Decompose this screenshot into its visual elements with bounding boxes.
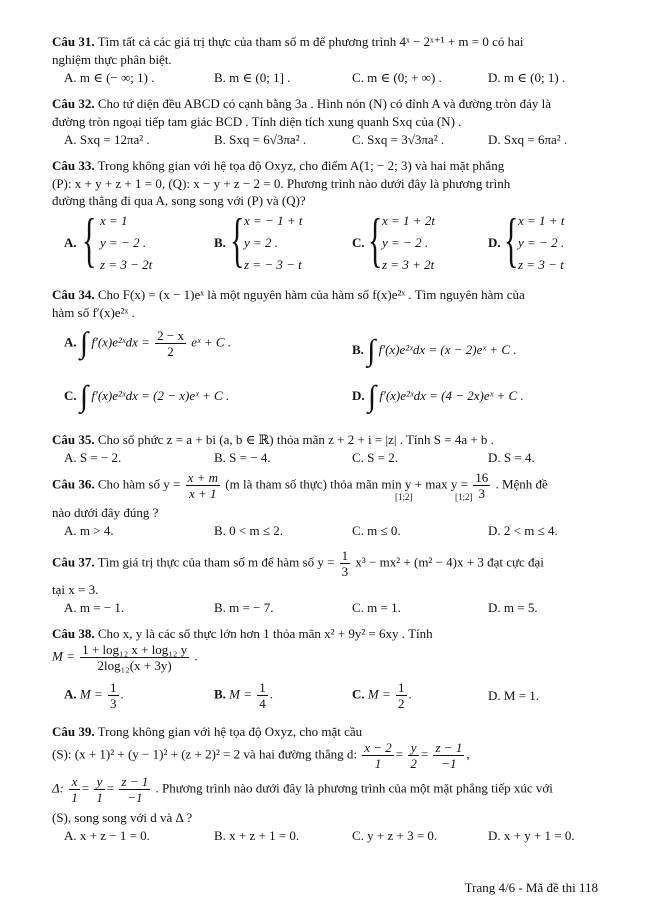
q36-line1: [52, 470, 548, 501]
q39-option-a: A. x + z − 1 = 0.: [64, 828, 150, 843]
q33-option-b: [214, 207, 354, 274]
q33-c-row3: z = 3 + 2t: [382, 257, 435, 272]
q38-b-pre: M =: [229, 686, 253, 702]
q33-text2: (P): x + y + z + 1 = 0, (Q): x − y + z − 2 = 0. Phương trình nào dưới đây là phương trình: [52, 176, 511, 191]
q34-a-fraction: [155, 328, 186, 359]
q37-option-b: B. m = − 7.: [214, 600, 274, 615]
integral-icon: ∫: [79, 326, 89, 360]
page-footer: Trang 4/6 - Mã đề thi 118: [464, 880, 598, 895]
q33-a-row3: z = 3 − 2t: [100, 257, 153, 272]
q36-result-fraction: [473, 470, 490, 501]
q36-den: x + 1: [189, 486, 217, 501]
q32-option-d: D. Sxq = 6πa² .: [488, 132, 568, 147]
q36-option-a: A. m > 4.: [64, 523, 114, 538]
q33-c-row1: x = 1 + 2t: [382, 213, 435, 228]
q34-option-c: [64, 382, 229, 412]
q34-option-b: [352, 336, 517, 366]
q38-post: .: [194, 648, 198, 664]
q33-d-row2: y = − 2 .: [518, 235, 565, 250]
q38-a-num: 1: [110, 680, 117, 695]
q39-dl-frac1: [69, 774, 80, 805]
q31-option-d: D. m ∈ (0; 1) .: [488, 70, 566, 85]
q33-b-row3: z = − 3 − t: [244, 257, 302, 272]
q38-b-fraction: [257, 680, 268, 711]
q35-option-d: D. S = 4.: [488, 450, 535, 465]
q32-text1: Cho tứ diện đều ABCD có cạnh bằng 3a . Hình nón (N) có đỉnh A và đường tròn đáy là: [97, 96, 552, 111]
q39-d-d1: 1: [374, 756, 382, 771]
integral-icon: ∫: [367, 380, 377, 413]
q39-text1: Trong không gian với hệ tọa độ Oxyz, cho mặt cầu: [97, 724, 363, 739]
q34-b-text: f′(x)e²ˣdx = (x − 2)eˣ + C .: [378, 341, 517, 357]
q34-d-text: f′(x)e²ˣdx = (4 − 2x)eˣ + C .: [379, 387, 524, 403]
q36-option-c: C. m ≤ 0.: [352, 523, 401, 538]
integral-icon: ∫: [367, 334, 376, 367]
q37-pre: Tìm giá trị thực của tham số m để hàm số y =: [97, 554, 335, 570]
q39-d-n2: y: [408, 740, 419, 756]
q34-b-label: B.: [352, 341, 364, 357]
q38-a-pre: M =: [79, 686, 103, 702]
q39-d-n3: z − 1: [435, 740, 463, 755]
q34-a-post: eˣ + C .: [191, 334, 232, 350]
brace-icon: {: [82, 207, 97, 273]
q35-label: Câu 35.: [52, 432, 95, 447]
q39-d-frac3: [433, 740, 464, 771]
q39-label: Câu 39.: [52, 724, 95, 739]
q39-d-frac2: [408, 740, 419, 771]
q31-option-a: A. m ∈ (− ∞; 1) .: [64, 70, 155, 85]
q38-den: 2log₁₂(x + 3y): [97, 658, 172, 673]
q33-option-a: [64, 207, 214, 274]
q39-line1: [52, 724, 362, 740]
q31-option-b: B. m ∈ (0; 1] .: [214, 70, 291, 85]
q37-den: 3: [341, 564, 349, 579]
q38-c-pre: M =: [367, 686, 391, 702]
q38-c-num: 1: [398, 680, 405, 695]
q38-a-label: A.: [64, 686, 77, 702]
q33-b-row2: y = 2 .: [244, 235, 279, 250]
q35-line1: [52, 432, 494, 448]
q38-option-d: D. M = 1.: [488, 688, 540, 703]
q32-option-a: A. Sxq = 12πa² .: [64, 132, 150, 147]
q37-option-d: D. m = 5.: [488, 600, 538, 615]
q39-option-b: B. x + z + 1 = 0.: [214, 828, 300, 843]
q39-dl-n3: z − 1: [121, 774, 149, 789]
q38-line1: [52, 626, 433, 642]
q36-sub1: [1;2]: [395, 492, 413, 502]
q38-option-b: B. M = $\frac{1}{4}$ .: [214, 680, 274, 711]
q33-label: Câu 33.: [52, 158, 95, 173]
q38-label: Câu 38.: [52, 626, 95, 641]
brace-icon: {: [230, 207, 245, 273]
q39-option-c: C. y + z + 3 = 0.: [352, 828, 438, 843]
q33-d-row1: x = 1 + t: [518, 213, 565, 228]
q34-option-d: [352, 382, 524, 412]
q39-dl-d2: 1: [96, 790, 103, 805]
q39-dl-n1: x: [69, 774, 80, 790]
q33-option-c: [352, 207, 492, 274]
q39-text4: (S), song song với d và Δ ?: [52, 810, 193, 825]
q36-option-d: D. 2 < m ≤ 4.: [488, 523, 558, 538]
q38-a-fraction: [108, 680, 119, 711]
q32-label: Câu 32.: [52, 96, 95, 111]
q31-option-c: C. m ∈ (0; + ∞) .: [352, 70, 442, 85]
q36-rnum: 16: [475, 470, 489, 485]
q37-option-a: A. m = − 1.: [64, 600, 125, 615]
q38-option-c: C. M = $\frac{1}{2}$ .: [352, 680, 412, 711]
q38-b-den: 4: [259, 696, 266, 711]
q36-option-b: B. 0 < m ≤ 2.: [214, 523, 283, 538]
q31-label: Câu 31.: [52, 34, 95, 49]
brace-icon: {: [368, 207, 383, 273]
q31-line1: [52, 34, 524, 50]
q34-label: Câu 34.: [52, 287, 95, 302]
q34-d-label: D.: [352, 387, 365, 403]
q37-text2: tại x = 3.: [52, 582, 99, 597]
q37-fraction: [340, 548, 351, 579]
q33-a-row1: x = 1: [100, 213, 128, 228]
q35-text1: Cho số phức z = a + bi (a, b ∈ ℝ) thỏa mãn z + 2 + i = |z| . Tính S = 4a + b .: [97, 432, 494, 447]
q37-option-c: C. m = 1.: [352, 600, 401, 615]
q36-rden: 3: [478, 486, 485, 501]
q34-a-label: A.: [64, 334, 77, 350]
q36-post: . Mệnh đề: [495, 476, 548, 492]
q39-dl-d3: −1: [127, 790, 143, 805]
q36-mid: (m là tham số thực) thỏa mãn min y + max y =: [225, 476, 468, 492]
q36-num: x + m: [187, 470, 219, 485]
q39-option-d: D. x + y + 1 = 0.: [488, 828, 575, 843]
q33-c-row2: y = − 2 .: [382, 235, 429, 250]
q37-line1: [52, 548, 544, 579]
q36-fraction: [186, 470, 220, 501]
q38-text1: Cho x, y là các số thực lớn hơn 1 thỏa mãn x² + 9y² = 6xy . Tính: [97, 626, 433, 641]
q35-option-b: B. S = − 4.: [214, 450, 271, 465]
q31-text2: nghiệm thực phân biệt.: [52, 52, 172, 67]
q34-text2: hàm số f′(x)e²ˣ .: [52, 305, 135, 320]
q39-d-frac1: [362, 740, 394, 771]
q37-post: x³ − mx² + (m² − 4)x + 3 đạt cực đại: [355, 554, 544, 570]
q36-label: Câu 36.: [52, 476, 95, 492]
q33-c-label: C.: [352, 235, 365, 250]
q33-b-label: B.: [214, 235, 226, 250]
q34-a-den: 2: [167, 344, 174, 359]
q39-text3: . Phương trình nào dưới đây là phương trình của một mặt phẳng tiếp xúc với: [155, 780, 553, 796]
q35-option-a: A. S = − 2.: [64, 450, 122, 465]
q38-option-a: A. M = $\frac{1}{3}$ .: [64, 680, 124, 711]
q38-c-label: C.: [352, 686, 365, 702]
q33-a-label: A.: [64, 235, 77, 250]
q34-c-label: C.: [64, 387, 77, 403]
q39-d-d3: −1: [441, 756, 457, 771]
q35-option-c: C. S = 2.: [352, 450, 398, 465]
q39-d-d2: 2: [410, 756, 417, 771]
q38-fraction: [80, 642, 189, 673]
q34-a-pre: f′(x)e²ˣdx =: [91, 334, 150, 350]
q34-c-text: f′(x)e²ˣdx = (2 − x)eˣ + C .: [91, 387, 230, 403]
q31-text1: Tìm tất cả các giá trị thực của tham số m để phương trình 4ˣ − 2ˣ⁺¹ + m = 0 có hai: [97, 34, 524, 49]
q36-text2: nào dưới đây đúng ?: [52, 505, 159, 520]
q33-text1: Trong không gian với hệ tọa độ Oxyz, cho điểm A(1; − 2; 3) và hai mặt phẳng: [97, 158, 505, 173]
q38-c-fraction: [396, 680, 407, 711]
q39-dl-frac2: [94, 774, 105, 805]
q39-delta-pre: Δ:: [52, 780, 64, 796]
q32-option-b: B. Sxq = 6√3πa² .: [214, 132, 307, 147]
q34-line1: [52, 287, 525, 303]
q39-text2: (S): (x + 1)² + (y − 1)² + (z + 2)² = 2 và hai đường thẳng d:: [52, 746, 357, 762]
q38-pre: M =: [52, 648, 75, 664]
q36-pre: Cho hàm số y =: [97, 476, 181, 492]
q37-num: 1: [341, 548, 349, 563]
q32-text2: đường tròn ngoại tiếp tam giác BCD . Tính diện tích xung quanh Sxq của (N) .: [52, 114, 462, 129]
q38-formula: [52, 642, 198, 673]
q34-a-num: 2 − x: [157, 328, 184, 343]
q36-sub2: [1;2]: [455, 492, 473, 502]
brace-icon: {: [504, 207, 519, 273]
q33-text3: đường thẳng đi qua A, song song với (P) và (Q)?: [52, 193, 306, 208]
q32-line1: [52, 96, 551, 112]
q33-b-row1: x = − 1 + t: [244, 213, 303, 228]
q39-dl-d1: 1: [71, 790, 78, 805]
q39-line2: (S): (x + 1)² + (y − 1)² + (z + 2)² = 2 và hai đường thẳng d: $\frac{x - 2}{1}$ = $\frac{y}{2}$ = $\frac{z - 1}{-1}$ ,: [52, 740, 470, 771]
q38-b-label: B.: [214, 686, 226, 702]
q33-line1: [52, 158, 504, 174]
q39-dl-n2: y: [94, 774, 105, 790]
q39-dl-frac3: [119, 774, 150, 805]
q38-num: 1 + log₁₂ x + log₁₂ y: [82, 642, 188, 657]
q34-option-a: [64, 328, 231, 359]
q33-option-d: [488, 207, 608, 274]
q33-d-label: D.: [488, 235, 501, 250]
q33-d-row3: z = 3 − t: [518, 257, 564, 272]
q33-a-row2: y = − 2 .: [100, 235, 147, 250]
q38-a-den: 3: [110, 696, 117, 711]
q37-label: Câu 37.: [52, 554, 95, 570]
integral-icon: ∫: [79, 380, 89, 413]
q39-line3: Δ: $\frac{x}{1}$ = $\frac{y}{1}$ = $\frac{z - 1}{-1}$ . Phương trình nào dưới đây là phương trình của một mặt phẳng tiếp xúc với: [52, 774, 553, 805]
q38-c-den: 2: [398, 696, 405, 711]
q34-text1: Cho F(x) = (x − 1)eˣ là một nguyên hàm của hàm số f(x)e²ˣ . Tìm nguyên hàm của: [97, 287, 525, 302]
q38-b-num: 1: [259, 680, 266, 695]
q32-option-c: C. Sxq = 3√3πa² .: [352, 132, 445, 147]
q39-d-n1: x − 2: [364, 740, 392, 755]
